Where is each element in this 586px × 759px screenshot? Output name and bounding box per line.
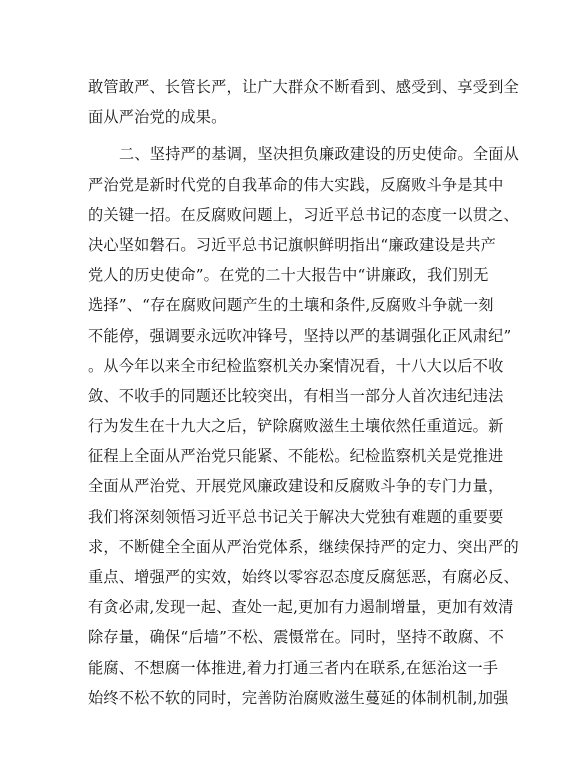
- document-body: [88, 72, 520, 713]
- text-line: 不能停，强调要永远吹冲锋号，坚持以严的基调强化正风肃纪”: [88, 326, 512, 345]
- text-line: 我们将深刻领悟习近平总书记关于解决大党独有难题的重要要: [88, 507, 504, 526]
- text-line: 敢管敢严、长管长严，让广大群众不断看到、感受到、享受到全: [88, 78, 519, 96]
- text-line: 严治党是新时代党的自我革命的伟大实践，反腐败斗争是其中: [88, 175, 504, 194]
- text-line: 面从严治党的成果。: [88, 108, 227, 127]
- text-line: 选择”、“存在腐败问题产生的土壤和条件,反腐败斗争就一刻: [88, 296, 494, 315]
- text-line: 。从今年以来全市纪检监察机关办案情况看，十八大以后不收: [88, 356, 504, 375]
- text-line: 能腐、不想腐一体推进,着力打通三者内在联系,在惩治这一手: [88, 658, 499, 677]
- paragraph-heading-line: 二、坚持严的基调，坚决担负廉政建设的历史使命。全面从: [119, 145, 520, 164]
- text-line: 党人的历史使命”。在党的二十大报告中“讲廉政，我们别无: [88, 266, 489, 285]
- text-line: 征程上全面从严治党只能紧、不能松。纪检监察机关是党推进: [88, 447, 504, 466]
- text-line: 求，不断健全全面从严治党体系，继续保持严的定力、突出严的: [88, 537, 519, 556]
- text-line: 的关键一招。在反腐败问题上，习近平总书记的态度一以贯之、: [88, 205, 519, 224]
- paragraph-gap: [88, 132, 500, 139]
- text-line: 决心坚如磐石。习近平总书记旗帜鲜明指出“廉政建设是共产: [88, 235, 497, 254]
- text-line: 行为发生在十九大之后，铲除腐败滋生土壤依然任重道远。新: [88, 417, 504, 436]
- text-line: 除存量，确保“后墙”不松、震慑常在。同时，坚持不敢腐、不: [88, 628, 505, 647]
- text-line: 始终不松不软的同时，完善防治腐败滋生蔓延的体制机制,加强: [88, 688, 509, 707]
- text-line: 全面从严治党、开展党风廉政建设和反腐败斗争的专门力量，: [88, 477, 504, 496]
- text-line: 重点、增强严的实效，始终以零容忍态度反腐惩恶，有腐必反、: [88, 568, 519, 586]
- text-line: 有贪必肃,发现一起、查处一起,更加有力遏制增量，更加有效清: [88, 598, 514, 617]
- text-line: 敛、不收手的同题还比较突出，有相当一部分人首次违纪违法: [88, 386, 504, 405]
